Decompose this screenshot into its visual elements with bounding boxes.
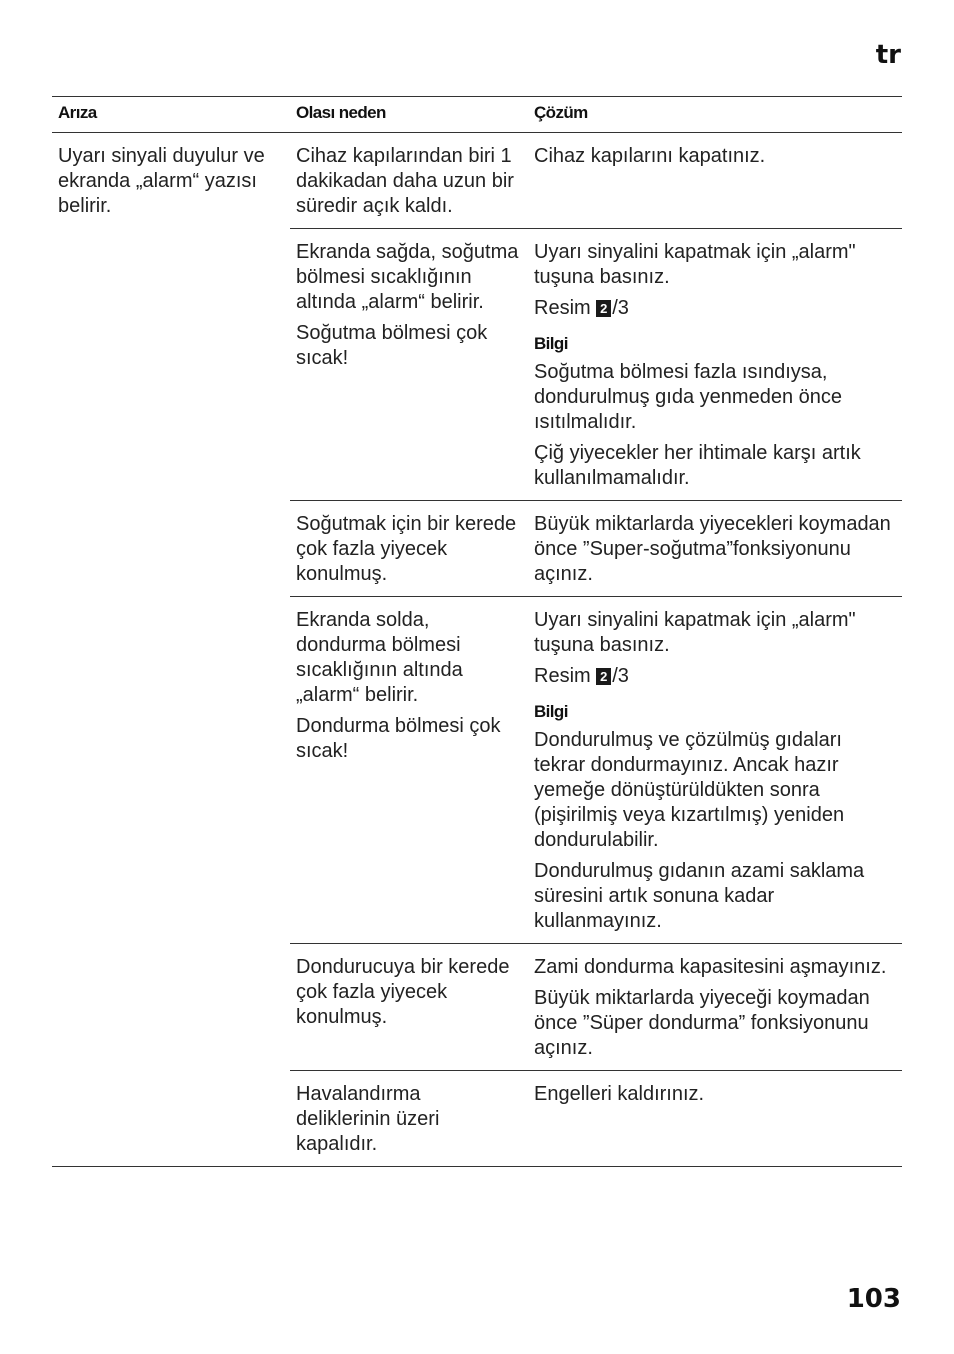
language-code: tr — [875, 40, 901, 70]
solution-cell — [528, 944, 902, 1071]
solution-text: Cihaz kapılarını kapatınız. — [534, 145, 766, 167]
fault-cell — [52, 133, 290, 1167]
cause-text: Soğutma bölmesi çok sıcak! — [296, 322, 488, 369]
figure-reference — [534, 664, 894, 689]
solution-cell — [528, 501, 902, 597]
figure-prefix: Resim — [534, 297, 591, 319]
solution-text: Uyarı sinyalini kapatmak için „alarm" tuşuna basınız. — [534, 241, 856, 288]
note-text: Çiğ yiyecekler her ihtimale karşı artık kullanılmamalıdır. — [534, 442, 861, 489]
solution-text: Büyük miktarlarda yiyecekleri koymadan önce ”Super-soğutma”fonksiyonunu açınız. — [534, 513, 891, 585]
cause-cell — [290, 229, 528, 501]
figure-suffix: /3 — [612, 297, 629, 319]
table-row — [52, 133, 902, 229]
cause-text: Cihaz kapılarından biri 1 dakikadan daha uzun bir süredir açık kaldı. — [296, 145, 514, 217]
figure-suffix: /3 — [612, 665, 629, 687]
solution-cell — [528, 133, 902, 229]
cause-text: Dondurucuya bir kerede çok fazla yiyecek konulmuş. — [296, 956, 510, 1028]
cause-text: Ekranda sağda, soğutma bölmesi sıcaklığının altında „alarm“ belirir. — [296, 241, 519, 313]
solution-text: Uyarı sinyalini kapatmak için „alarm" tuşuna basınız. — [534, 609, 856, 656]
solution-text: Zami dondurma kapasitesini aşmayınız. — [534, 956, 887, 978]
figure-number-badge: 2 — [596, 668, 611, 685]
note-title: Bilgi — [534, 334, 568, 353]
table-header-row — [52, 97, 902, 133]
header-fault: Arıza — [52, 97, 290, 133]
fault-text: Uyarı sinyali duyulur ve ekranda „alarm“ yazısı belirir. — [58, 145, 265, 217]
cause-cell — [290, 501, 528, 597]
figure-reference — [534, 296, 894, 321]
figure-prefix: Resim — [534, 665, 591, 687]
solution-cell — [528, 597, 902, 944]
cause-text: Dondurma bölmesi çok sıcak! — [296, 715, 501, 762]
cause-cell — [290, 133, 528, 229]
solution-text: Engelleri kaldırınız. — [534, 1083, 705, 1105]
figure-number-badge: 2 — [596, 300, 611, 317]
cause-text: Ekranda solda, dondurma bölmesi sıcaklığının altında „alarm“ belirir. — [296, 609, 463, 706]
cause-cell — [290, 597, 528, 944]
note-text: Dondurulmuş gıdanın azami saklama süresini artık sonuna kadar kullanmayınız. — [534, 860, 865, 932]
note-text: Soğutma bölmesi fazla ısındıysa, dondurulmuş gıda yenmeden önce ısıtılmalıdır. — [534, 361, 842, 433]
cause-cell — [290, 1071, 528, 1167]
cause-text: Havalandırma deliklerinin üzeri kapalıdır. — [296, 1083, 440, 1155]
header-cause: Olası neden — [290, 97, 528, 133]
header-solution: Çözüm — [528, 97, 902, 133]
solution-cell — [528, 229, 902, 501]
solution-cell — [528, 1071, 902, 1167]
cause-text: Soğutmak için bir kerede çok fazla yiyecek konulmuş. — [296, 513, 517, 585]
solution-text: Büyük miktarlarda yiyeceği koymadan önce ”Süper dondurma” fonksiyonunu açınız. — [534, 987, 870, 1059]
note-title: Bilgi — [534, 702, 568, 721]
troubleshooting-table — [52, 96, 902, 1167]
note-text: Dondurulmuş ve çözülmüş gıdaları tekrar dondurmayınız. Ancak hazır yemeğe dönüştürüldükten sonra (pişirilmiş veya kızartılmış) yeniden dondurulabilir. — [534, 729, 845, 851]
page-number: 103 — [846, 1284, 901, 1314]
cause-cell — [290, 944, 528, 1071]
